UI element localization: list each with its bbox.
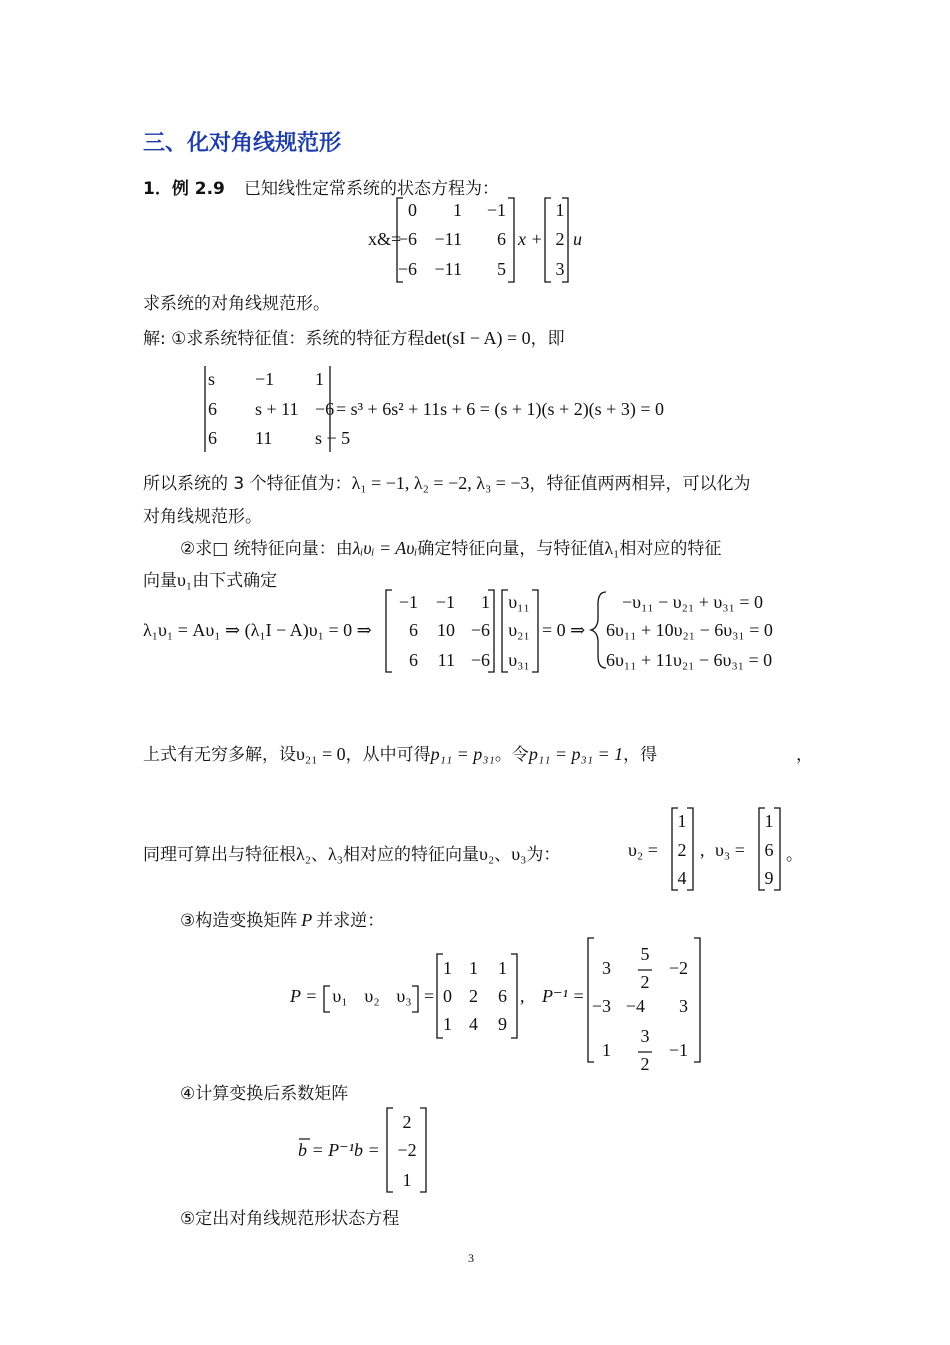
vector-v3-cell-1-0: 6 (764, 840, 774, 860)
similar-d: 、 (494, 845, 512, 865)
infinite-a: 上式有无穷多解，设 (143, 745, 296, 765)
similar-c: 相对应的特征向量 (343, 845, 480, 865)
infinite-f2: p₁₁ = p₃₁ (430, 744, 495, 764)
vector-bbar-left-bracket (387, 1108, 393, 1192)
eigvec-equation-0: −υ₁₁ − υ₂₁ + υ₃₁ = 0 (622, 592, 763, 612)
eigvec-matrix-cell-0-0: −1 (398, 592, 418, 612)
task-text: 求系统的对角线规范形。 (143, 294, 330, 314)
p-comma: , (520, 986, 525, 1006)
step2-p1: ②求□ 统特征向量：由 (180, 539, 353, 559)
eigenvalue-suffix: ，特征值两两相异，可以化为 (529, 474, 751, 494)
matrix-a-cell-1-1: −11 (434, 229, 462, 249)
infinite-f3: p₁₁ = p₃₁ = 1 (528, 744, 624, 764)
vector-b-cell-2-0: 3 (555, 259, 565, 279)
char-det-cell-1-0: 6 (208, 399, 217, 419)
v2-label: υ₂ = (628, 840, 658, 860)
step2-line2b: 由下式确定 (192, 571, 278, 591)
matrix-p-inverse-cell-1-0: −3 (591, 996, 611, 1016)
char-det-cell-1-2: −6 (315, 399, 335, 419)
vector-bbar-cell-2-0: 1 (402, 1170, 412, 1190)
state-eq-x-plus: x + (518, 229, 543, 249)
infinite-b: ，从中可得 (345, 745, 431, 765)
p-column-0: υ₁ (332, 986, 348, 1006)
matrix-p-cell-1-1: 2 (469, 986, 478, 1006)
p-column-1: υ₂ (364, 986, 380, 1006)
similar-e: 为： (526, 845, 561, 865)
infinite-c: 。令 (494, 745, 529, 765)
step3-text2: 并求逆： (316, 911, 385, 931)
vector-v3-left-bracket (759, 808, 765, 890)
vector-v3-right-bracket (774, 808, 780, 890)
eigvec-matrix-cell-0-2: 1 (481, 592, 490, 612)
eigvec-matrix-cell-0-1: −1 (435, 592, 455, 612)
state-eq-u: u (573, 229, 582, 249)
vector-v2-left-bracket (672, 808, 678, 890)
matrix-p-cell-2-2: 9 (498, 1014, 507, 1034)
similar-a: 同理可算出与特征根 (143, 845, 296, 865)
char-det-cell-2-2: s − 5 (315, 428, 351, 448)
p-def-eq: = (424, 986, 435, 1006)
bbar-lhs: b = P⁻¹b = (298, 1140, 380, 1160)
vector-bbar-right-bracket (420, 1108, 426, 1192)
eigvec-vector-left-bracket (502, 590, 508, 672)
eigvec-vector-cell-0-0: υ₁₁ (508, 592, 530, 612)
matrix-p-cell-0-2: 1 (498, 958, 507, 978)
step4-text: ④计算变换后系数矩阵 (180, 1084, 349, 1104)
similar-f3: υ₂ (479, 844, 495, 864)
vector-v2-cell-2-0: 4 (677, 868, 687, 888)
matrix-a-cell-2-1: −11 (434, 259, 462, 279)
matrix-p-cell-0-0: 1 (443, 958, 452, 978)
similar-f1: λ₂ (296, 844, 312, 864)
matrix-p-inverse-cell-2-2: −1 (668, 1040, 688, 1060)
matrix-p-inverse-cell-2-1-num: 3 (640, 1026, 650, 1046)
matrix-p-cell-2-0: 1 (443, 1014, 452, 1034)
matrix-p-inverse-right-bracket (694, 938, 700, 1062)
eigvec-matrix-cell-2-2: −6 (470, 650, 490, 670)
vector-v3-cell-0-0: 1 (764, 811, 774, 831)
matrix-a-cell-0-0: 0 (408, 200, 417, 220)
v3-label: υ₃ = (715, 840, 745, 860)
eigenvalue-line2: 对角线规范形。 (143, 507, 262, 527)
example-number: 1． (143, 179, 172, 199)
matrix-a-left-bracket (397, 198, 403, 282)
example-label: 例 2.9 (171, 179, 225, 199)
step1-suffix: ，即 (530, 329, 565, 349)
eigvec-vector-right-bracket (532, 590, 538, 672)
example-statement: 已知线性定常系统的状态方程为： (243, 179, 499, 199)
step1-formula: det(sI − A) = 0 (424, 328, 531, 348)
similar-f4: υ₃ (511, 844, 527, 864)
page-number: 3 (468, 1251, 474, 1265)
eigenvalues: λ₁ = −1, λ₂ = −2, λ₃ = −3 (351, 473, 530, 493)
char-det-cell-2-1: 11 (255, 428, 273, 448)
eigvec-matrix-cell-2-1: 11 (437, 650, 455, 670)
matrix-a-cell-1-0: −6 (397, 229, 417, 249)
v2-comma: , (700, 840, 705, 860)
matrix-p-inverse-cell-0-0: 3 (602, 958, 611, 978)
eigvec-equation-1: 6υ₁₁ + 10υ₂₁ − 6υ₃₁ = 0 (606, 620, 773, 640)
step2-p2: 确定特征向量，与特征值 (417, 539, 605, 559)
vector-v2-cell-1-0: 2 (677, 840, 687, 860)
similar-b: 、 (311, 845, 329, 865)
p-columns-right-bracket (412, 986, 418, 1012)
matrix-p-inverse-cell-2-1-den: 2 (640, 1054, 650, 1074)
infinite-tail: ， (796, 745, 813, 765)
infinite-d: ，得 (623, 745, 658, 765)
eigvec-system-brace (591, 592, 606, 668)
char-det-cell-2-0: 6 (208, 428, 217, 448)
matrix-a-cell-2-2: 5 (497, 259, 506, 279)
matrix-p-left-bracket (437, 954, 443, 1038)
matrix-p-cell-0-1: 1 (469, 958, 478, 978)
characteristic-rhs: = s³ + 6s² + 11s + 6 = (s + 1)(s + 2)(s + 3) = 0 (336, 399, 664, 419)
step1-prefix: 解: ①求系统特征值：系统的特征方程 (143, 329, 425, 349)
p-columns-left-bracket (324, 986, 330, 1012)
matrix-p-inverse-left-bracket (588, 938, 594, 1062)
vector-bbar-cell-1-0: −2 (397, 1140, 417, 1160)
vector-bbar-cell-0-0: 2 (402, 1112, 412, 1132)
step2-line2f: υ₁ (177, 570, 193, 590)
eigvec-matrix-cell-2-0: 6 (409, 650, 418, 670)
eigvec-equation-2: 6υ₁₁ + 11υ₂₁ − 6υ₃₁ = 0 (606, 650, 773, 670)
step3-var: P (301, 910, 313, 930)
eigvec-matrix-cell-1-0: 6 (409, 620, 418, 640)
vector-v2-cell-0-0: 1 (677, 811, 687, 831)
vector-v2-right-bracket (687, 808, 693, 890)
matrix-p-right-bracket (511, 954, 517, 1038)
eigvec-matrix-cell-1-2: −6 (470, 620, 490, 640)
matrix-p-inverse-cell-1-1: −4 (625, 996, 645, 1016)
matrix-p-inverse-cell-0-1-den: 2 (640, 972, 650, 992)
eigvec-vector-cell-1-0: υ₂₁ (508, 620, 530, 640)
matrix-a-cell-0-1: 1 (453, 200, 462, 220)
matrix-a-right-bracket (508, 198, 514, 282)
step2-p3: 相对应的特征 (619, 539, 722, 559)
vector-b-left-bracket (545, 198, 551, 282)
infinite-f1: υ₂₁ = 0 (296, 744, 346, 764)
vector-b-cell-0-0: 1 (555, 200, 565, 220)
matrix-p-cell-1-0: 0 (443, 986, 452, 1006)
matrix-a-cell-1-2: 6 (497, 229, 506, 249)
step2-f2: λ₁ (604, 538, 620, 558)
state-eq-lhs: x&= (368, 229, 402, 249)
step2-f1: λᵢυᵢ = Aυᵢ (352, 538, 418, 558)
similar-f2: λ₃ (328, 844, 344, 864)
p-column-2: υ₃ (396, 986, 412, 1006)
step2-line2a: 向量 (143, 571, 177, 591)
eigvec-vector-cell-2-0: υ₃₁ (508, 650, 530, 670)
vector-b-cell-1-0: 2 (555, 229, 565, 249)
matrix-p-inverse-cell-0-2: −2 (668, 958, 688, 978)
step3-text: ③构造变换矩阵 (180, 911, 298, 931)
matrix-a-cell-2-0: −6 (397, 259, 417, 279)
eigvec-mid: = 0 ⇒ (542, 620, 586, 640)
section-title: 三、化对角线规范形 (143, 131, 342, 156)
char-det-cell-0-2: 1 (315, 369, 324, 389)
eigvec-matrix-right-bracket (488, 590, 494, 672)
eigvec-eq-lhs: λ₁υ₁ = Aυ₁ ⇒ (λ₁I − A)υ₁ = 0 ⇒ (143, 620, 372, 640)
eigvec-matrix-cell-1-1: 10 (437, 620, 455, 640)
p-def-lhs: P = (290, 986, 318, 1006)
matrix-p-inverse-cell-0-1-num: 5 (640, 944, 650, 964)
char-det-cell-0-1: −1 (255, 369, 275, 389)
vector-b-right-bracket (562, 198, 568, 282)
matrix-a-cell-0-2: −1 (486, 200, 506, 220)
matrix-p-inverse-cell-2-0: 1 (602, 1040, 611, 1060)
char-det-cell-0-0: s (208, 369, 216, 389)
char-det-cell-1-1: s + 11 (255, 399, 299, 419)
matrix-p-cell-1-2: 6 (498, 986, 507, 1006)
pinv-label: P⁻¹ = (542, 986, 585, 1006)
matrix-p-cell-2-1: 4 (469, 1014, 478, 1034)
eigvec-matrix-left-bracket (386, 590, 392, 672)
eigenvalue-prefix: 所以系统的 3 个特征值为： (143, 474, 352, 494)
matrix-p-inverse-cell-1-2: 3 (679, 996, 688, 1016)
vector-v3-cell-2-0: 9 (764, 868, 774, 888)
step5-text: ⑤定出对角线规范形状态方程 (180, 1209, 400, 1229)
similar-end: 。 (786, 845, 803, 865)
